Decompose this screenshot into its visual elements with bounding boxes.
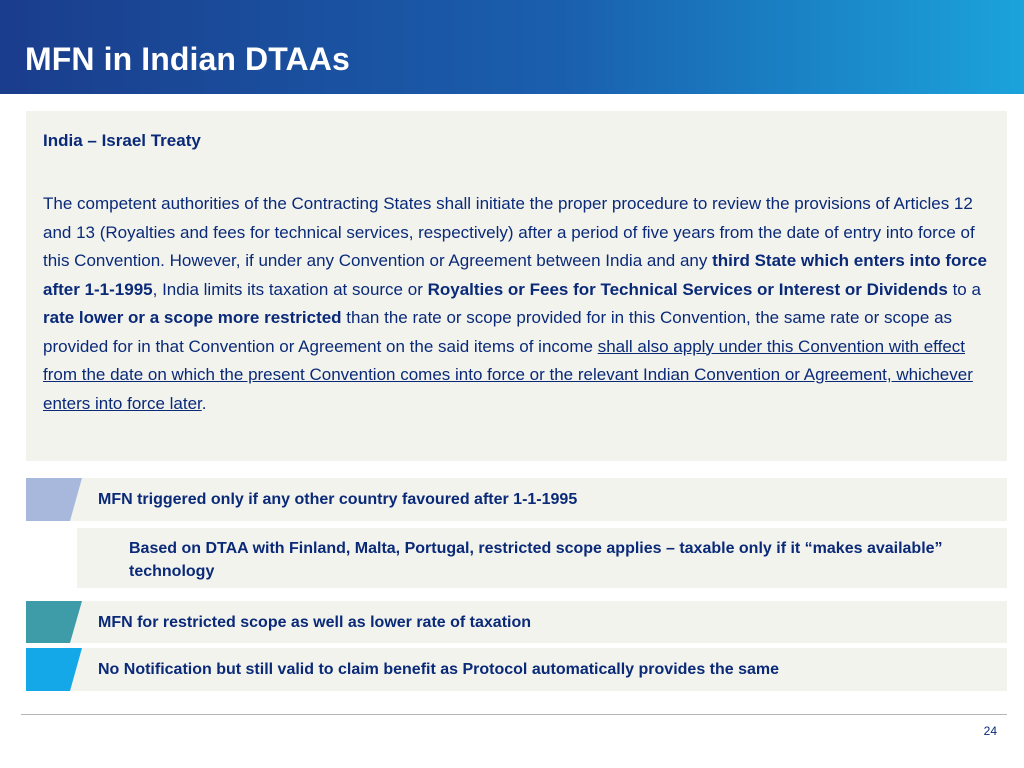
- treaty-text-bold-third-state: third State which enters into force after 1-1-1995: [43, 251, 987, 299]
- chevron-shape-2: [26, 601, 82, 643]
- treaty-text-part: , India limits its taxation at source or: [152, 279, 428, 299]
- point-text-1: MFN triggered only if any other country favoured after 1-1-1995: [98, 491, 578, 508]
- point-text-3: No Notification but still valid to claim benefit as Protocol automatically provides the same: [98, 661, 780, 678]
- treaty-text-underlined-clause: shall also apply under this Convention with effect from the date on which the present Convention comes into force or the relevant Indian Convention or Agreement, whichever enters into force later: [43, 336, 973, 413]
- treaty-heading: India – Israel Treaty: [43, 131, 201, 150]
- treaty-text-part: to a: [947, 279, 981, 299]
- treaty-text: [43, 190, 1003, 418]
- point-text-2: MFN for restricted scope as well as lower rate of taxation: [98, 614, 532, 631]
- treaty-text-part: The competent authorities of the Contracting States shall initiate the proper procedure to review the provisions of Articles 12 and 13 (Royalties and fees for technical services, respectively) after a period of five years from the date of entry into force of this Convention. However, if under any Convention or Agreement between India and any: [43, 194, 975, 270]
- slide-title: MFN in Indian DTAAs: [25, 41, 350, 77]
- chevron-shape-1: [26, 478, 82, 521]
- treaty-text-part: than the rate or scope provided for in this Convention, the same rate or scope as provided for in that Convention or Agreement on the said items of income: [43, 308, 953, 356]
- page-number: 24: [983, 724, 997, 738]
- treaty-quote-box: [26, 111, 1007, 461]
- footer-divider: [21, 714, 1007, 715]
- treaty-text-part: .: [201, 393, 207, 413]
- chevron-marker-2-icon: [26, 601, 82, 643]
- chevron-marker-3-icon: [26, 648, 82, 691]
- sub-point-text: Based on DTAA with Finland, Malta, Portugal, restricted scope applies – taxable only if it “makes available” technology: [129, 540, 943, 580]
- slide-header: [0, 0, 1024, 94]
- chevron-marker-1-icon: [26, 478, 82, 521]
- treaty-text-bold-income-types: Royalties or Fees for Technical Services or Interest or Dividends: [427, 279, 948, 299]
- treaty-text-bold-rate-scope: rate lower or a scope more restricted: [43, 308, 342, 327]
- chevron-shape-3: [26, 648, 82, 691]
